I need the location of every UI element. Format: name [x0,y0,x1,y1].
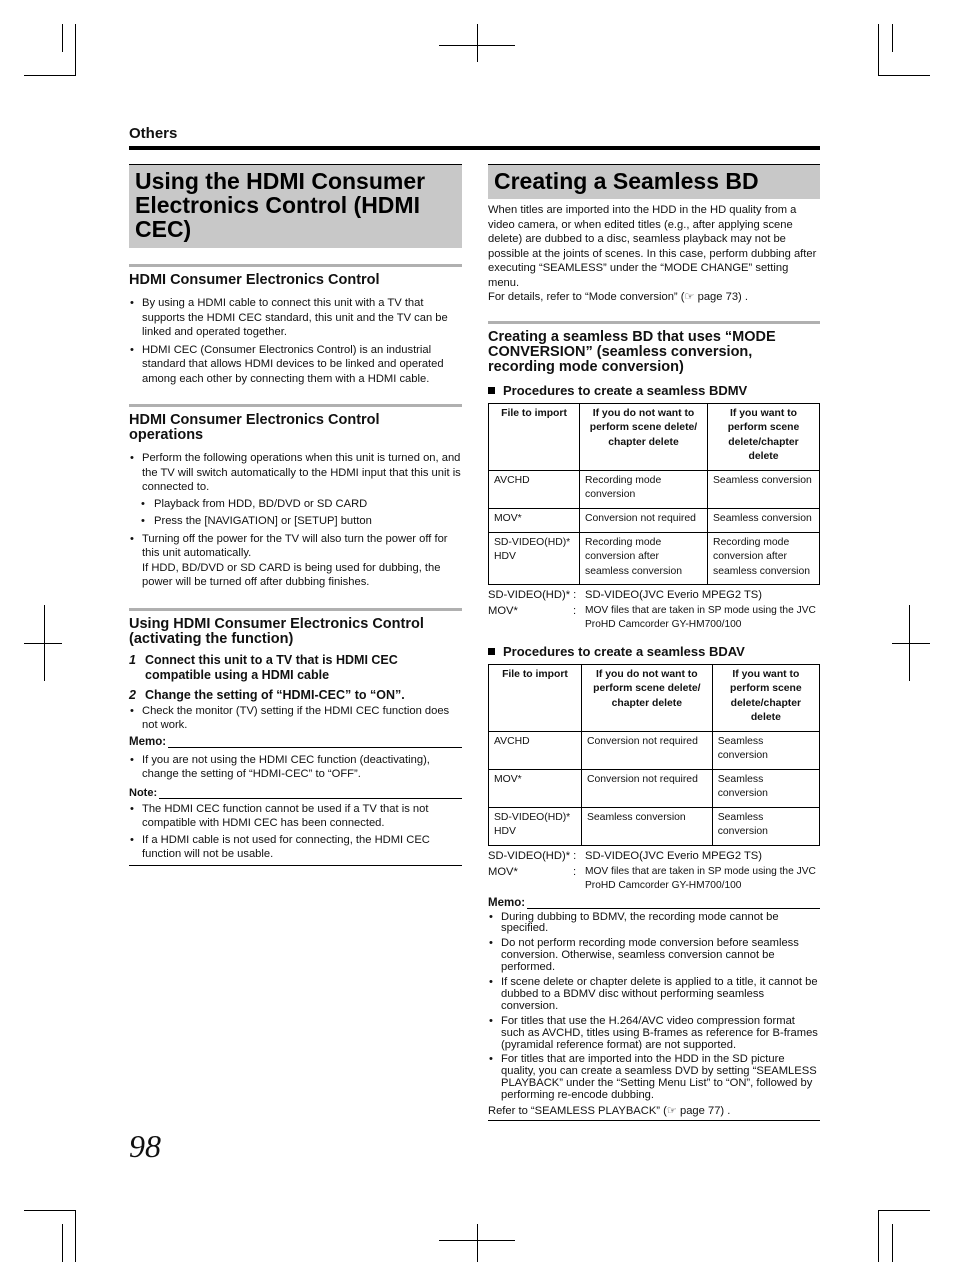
table-header: If you want to perform scene delete/chapter delete [712,664,819,731]
bdmv-label-text: Procedures to create a seamless BDMV [503,382,748,398]
memo-label [129,736,462,750]
divider [129,608,462,611]
table-header-row [489,403,820,470]
crop-mark [75,24,76,76]
legend-key: MOV* [488,865,518,878]
legend-colon: : [573,865,577,878]
table-cell: Recording mode conversion after seamless conversion [580,532,708,584]
crop-mark [878,24,879,76]
hdmi-cec-list [129,296,462,386]
crop-mark [62,24,63,52]
table-cell: Seamless conversion [581,807,712,845]
list-item-text: If HDD, BD/DVD or SD CARD is being used for dubbing, the power will be turned off after dubbing finishes. [142,561,441,588]
legend-key: SD-VIDEO(HD)* : [488,849,577,862]
bdmv-label [488,383,820,398]
table-header: If you do not want to perform scene delete/ chapter delete [581,664,712,731]
table-row [489,470,820,508]
table-cell: Seamless conversion [708,508,820,532]
heading-activating: Using HDMI Consumer Electronics Control (activating the function) [129,615,424,647]
heading-cec-operations: HDMI Consumer Electronics Control operations [129,412,380,443]
table-cell: Seamless conversion [712,731,819,769]
memo-label-text: Memo: [129,735,167,748]
table-row [489,508,820,532]
step-2 [129,688,462,703]
crop-mark [878,75,930,76]
note-list [129,802,462,862]
table-cell: Recording mode conversion [580,470,708,508]
page-number: 98 [129,1128,161,1164]
crop-mark [909,605,910,681]
memo-list [488,912,820,1103]
bdav-label-text: Procedures to create a seamless BDAV [503,643,745,659]
table-cell: AVCHD [489,731,582,769]
bdmv-legend [488,588,820,632]
table-cell: SD-VIDEO(HD)* HDV [489,807,582,845]
step-number: 1 [129,652,136,667]
legend-value: MOV files that are taken in SP mode using the JVC ProHD Camcorder GY-HM700/100 [585,865,816,891]
table-cell: SD-VIDEO(HD)* HDV [489,532,580,584]
list-item: • If a HDMI cable is not used for connecting, the HDMI CEC function will not be usable. [129,833,462,862]
step-1 [129,653,462,683]
left-column [129,264,462,866]
crop-mark [892,643,930,644]
crop-mark [892,24,893,52]
step-number: 2 [129,687,136,702]
table-cell: MOV* [489,769,582,807]
legend-row [488,588,820,602]
note-label-text: Note: [129,786,158,799]
table-row [489,532,820,584]
right-title: Creating a Seamless BD [488,164,820,199]
list-subitem: • Press the [NAVIGATION] or [SETUP] button [129,514,462,529]
bdav-label [488,644,820,659]
heading-hdmi-cec: HDMI Consumer Electronics Control [129,272,380,288]
square-bullet-icon [488,648,495,655]
table-row [489,807,820,845]
list-item-text: • Turning off the power for the TV will also turn the power off for this unit automatically. [142,532,448,559]
table-header: File to import [489,664,582,731]
divider [129,404,462,407]
list-item: • For titles that use the H.264/AVC video compression format such as AVCHD, titles using B-frames as reference for B-frames (pyramidal reference format) are not supported. [488,1016,820,1052]
crop-mark [24,643,62,644]
legend-value: SD-VIDEO(JVC Everio MPEG2 TS) [585,849,762,862]
crop-mark [892,1224,893,1262]
list-item: • By using a HDMI cable to connect this unit with a TV that supports the HDMI CEC standard, this unit and the TV can be linked and operated together. [129,296,462,340]
table-header: File to import [489,403,580,470]
legend-key: SD-VIDEO(HD)* : [488,588,577,601]
legend-colon: : [573,604,577,617]
list-item: • For titles that are imported into the HDD in the SD picture quality, you can create a seamless DVD by setting “SEAMLESS PLAYBACK” under the “Setting Menu List” to “ON”, followed by performing re-encode dubbing. [488,1054,820,1102]
memo-label [488,897,820,911]
divider [129,264,462,267]
legend-key: MOV* [488,604,518,617]
bdav-table [488,664,820,846]
list-item: • Do not perform recording mode conversion before seamless conversion. Otherwise, seamless conversion cannot be performed. [488,938,820,974]
table-header: If you do not want to perform scene delete/ chapter delete [580,403,708,470]
list-item: • If you are not using the HDMI CEC function (deactivating), change the setting of “HDMI-CEC” to “OFF”. [129,753,462,782]
table-cell: AVCHD [489,470,580,508]
memo-label-text: Memo: [488,896,526,909]
list-item: • Check the monitor (TV) setting if the HDMI CEC function does not work. [129,704,462,733]
bdmv-table [488,403,820,585]
legend-value: SD-VIDEO(JVC Everio MPEG2 TS) [585,588,762,601]
crop-mark [75,1210,76,1262]
table-cell: Recording mode conversion after seamless conversion [708,532,820,584]
table-cell: Conversion not required [581,731,712,769]
bdav-legend [488,849,820,893]
step-text: Connect this unit to a TV that is HDMI CEC compatible using a HDMI cable [145,652,398,682]
crop-mark [24,75,76,76]
step-text: Change the setting of “HDMI-CEC” to “ON”. [145,687,405,702]
crop-mark [62,1224,63,1262]
crop-mark [477,1224,478,1262]
list-item [129,532,462,590]
step-2-notes [129,704,462,733]
crop-mark [878,1210,879,1262]
list-subitem: • Playback from HDD, BD/DVD or SD CARD [129,497,462,512]
crop-mark [24,1210,76,1211]
table-row [489,769,820,807]
memo-ref: Refer to “SEAMLESS PLAYBACK” (☞ page 77) . [488,1104,820,1121]
table-header-row [489,664,820,731]
table-cell: Conversion not required [580,508,708,532]
section-label: Others [129,125,178,142]
table-cell: Seamless conversion [712,807,819,845]
legend-value: MOV files that are taken in SP mode using the JVC ProHD Camcorder GY-HM700/100 [585,604,816,630]
list-item: • Perform the following operations when this unit is turned on, and the TV will switch automatically to the HDMI input that this unit is connected to. [129,451,462,495]
table-row [489,731,820,769]
table-cell: Conversion not required [581,769,712,807]
crop-mark [477,24,478,62]
intro-ref: For details, refer to “Mode conversion” (☞ page 73) . [488,291,748,303]
legend-row [488,865,820,893]
table-cell: Seamless conversion [708,470,820,508]
divider [488,321,820,324]
divider [129,865,462,866]
note-label [129,787,462,801]
crop-mark [44,605,45,681]
list-item: • During dubbing to BDMV, the recording mode cannot be specified. [488,912,820,936]
table-cell: Seamless conversion [712,769,819,807]
legend-row [488,849,820,863]
crop-mark [878,1210,930,1211]
operations-list [129,451,462,590]
list-item: • The HDMI CEC function cannot be used if a TV that is not compatible with HDMI CEC has been connected. [129,802,462,831]
intro-text: When titles are imported into the HDD in the HD quality from a video camera, or when edited titles (e.g., after applying scene delete) are dubbed to a disc, seamless playback may not be possible at the joints of scenes. In this case, perform dubbing after executing “SEAMLESS” under the “MODE CHANGE” setting menu. [488,204,817,289]
table-cell: MOV* [489,508,580,532]
list-item: • HDMI CEC (Consumer Electronics Control) is an industrial standard that allows HDMI devices to be linked and operated among each other by connecting them with a HDMI cable. [129,343,462,387]
legend-row [488,604,820,632]
memo-list [129,753,462,782]
left-title: Using the HDMI Consumer Electronics Control (HDMI CEC) [129,164,462,248]
list-item: • If scene delete or chapter delete is applied to a title, it cannot be dubbed to a BDMV disc without performing seamless conversion. [488,977,820,1013]
table-header: If you want to perform scene delete/chapter delete [708,403,820,470]
right-column [488,203,820,1121]
heading-mode-conversion: Creating a seamless BD that uses “MODE CONVERSION” (seamless conversion, recording mode conversion) [488,328,776,375]
header-rule [129,146,820,150]
square-bullet-icon [488,387,495,394]
